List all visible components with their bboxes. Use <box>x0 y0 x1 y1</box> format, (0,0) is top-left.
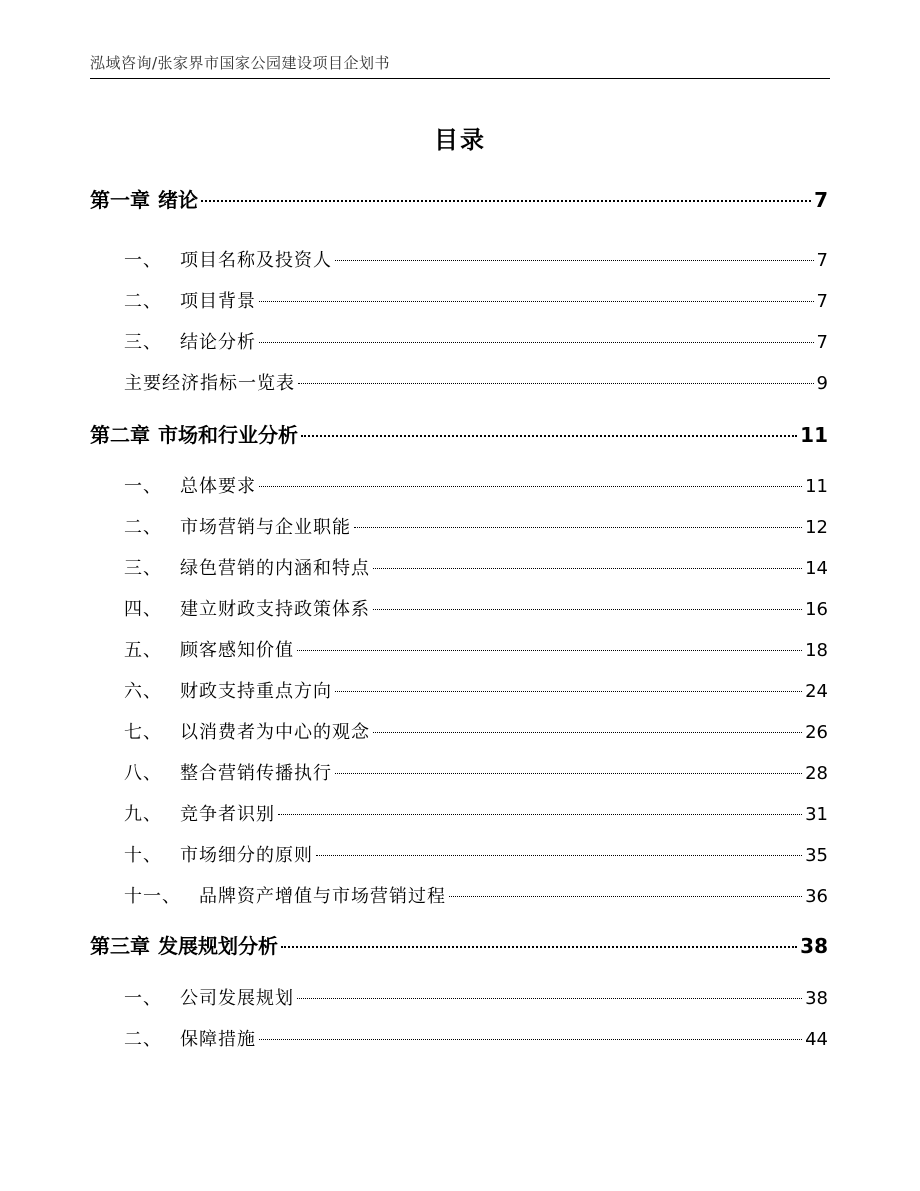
toc-entry-number: 第二章 <box>90 423 150 447</box>
dot-leader <box>297 650 802 651</box>
toc-entry-number: 一、 <box>124 250 162 271</box>
toc-entry-number: 三、 <box>124 558 162 579</box>
toc-entry-number: 二、 <box>124 291 162 312</box>
toc-entry-label: 市场和行业分析 <box>158 423 298 447</box>
toc-entry-section[interactable] <box>124 513 828 539</box>
toc-entry-page: 7 <box>816 250 828 271</box>
toc-entry-number: 七、 <box>124 722 162 743</box>
dot-leader <box>373 732 802 733</box>
toc-entry-number: 十、 <box>124 845 162 866</box>
toc-entry-label: 财政支持重点方向 <box>180 681 332 702</box>
dot-leader <box>335 691 802 692</box>
dot-leader <box>278 814 802 815</box>
toc-entry-section[interactable] <box>124 841 828 867</box>
dot-leader <box>259 342 814 343</box>
toc-entry-label: 结论分析 <box>180 332 256 353</box>
dot-leader <box>449 896 802 897</box>
toc-entry-section[interactable] <box>124 636 828 662</box>
toc-entry-page: 18 <box>805 640 828 661</box>
toc-entry-page: 26 <box>805 722 828 743</box>
dot-leader <box>281 946 797 948</box>
toc-entry-number: 第一章 <box>90 188 150 212</box>
toc-entry-page: 7 <box>816 332 828 353</box>
toc-entry-label: 顾客感知价值 <box>180 640 294 661</box>
dot-leader <box>373 568 802 569</box>
toc-entry-section[interactable] <box>124 718 828 744</box>
dot-leader <box>201 200 811 202</box>
toc-entry-page: 14 <box>805 558 828 579</box>
toc-entry-label: 市场营销与企业职能 <box>180 517 351 538</box>
toc-entry-page: 7 <box>814 188 828 212</box>
toc-entry-section[interactable] <box>124 984 828 1010</box>
toc-entry-number: 一、 <box>124 476 162 497</box>
toc-entry-number: 一、 <box>124 988 162 1009</box>
toc-entry-page: 44 <box>805 1029 828 1050</box>
toc-entry-label: 市场细分的原则 <box>180 845 313 866</box>
toc-entry-number: 九、 <box>124 804 162 825</box>
toc-entry-page: 38 <box>805 988 828 1009</box>
dot-leader <box>301 435 797 437</box>
toc-entry-number: 三、 <box>124 332 162 353</box>
toc-entry-number: 二、 <box>124 517 162 538</box>
toc-entry-label: 竞争者识别 <box>180 804 275 825</box>
header-divider <box>90 78 830 79</box>
toc-entry-label: 主要经济指标一览表 <box>124 373 295 394</box>
toc-entry-label: 公司发展规划 <box>180 988 294 1009</box>
toc-entry-section[interactable] <box>124 287 828 313</box>
toc-entry-number: 四、 <box>124 599 162 620</box>
dot-leader <box>373 609 802 610</box>
toc-entry-page: 11 <box>800 423 828 447</box>
dot-leader <box>259 1039 802 1040</box>
toc-entry-section[interactable] <box>124 800 828 826</box>
toc-entry-page: 16 <box>805 599 828 620</box>
toc-entry-chapter-1[interactable] <box>90 184 828 213</box>
toc-entry-page: 38 <box>800 934 828 958</box>
toc-entry-section[interactable] <box>124 246 828 272</box>
toc-entry-label: 整合营销传播执行 <box>180 763 332 784</box>
toc-entry-page: 12 <box>805 517 828 538</box>
toc-entry-chapter-2[interactable] <box>90 419 828 448</box>
toc-entry-page: 31 <box>805 804 828 825</box>
toc-entry-page: 9 <box>816 373 828 394</box>
toc-entry-label: 以消费者为中心的观念 <box>180 722 370 743</box>
toc-entry-page: 11 <box>805 476 828 497</box>
toc-entry-label: 发展规划分析 <box>158 934 278 958</box>
dot-leader <box>335 260 814 261</box>
toc-entry-section[interactable] <box>124 472 828 498</box>
toc-entry-number: 十一、 <box>124 886 181 907</box>
toc-entry-section[interactable] <box>124 595 828 621</box>
toc-entry-section[interactable] <box>124 1025 828 1051</box>
toc-entry-section[interactable] <box>124 759 828 785</box>
toc-entry-page: 36 <box>805 886 828 907</box>
toc-entry-number: 五、 <box>124 640 162 661</box>
dot-leader <box>298 383 814 384</box>
toc-entry-section[interactable] <box>124 328 828 354</box>
toc-entry-section[interactable] <box>124 882 828 908</box>
toc-entry-section[interactable] <box>124 677 828 703</box>
toc-entry-number: 六、 <box>124 681 162 702</box>
dot-leader <box>259 301 814 302</box>
toc-entry-label: 绪论 <box>158 188 198 212</box>
toc-entry-chapter-3[interactable] <box>90 930 828 959</box>
toc-entry-page: 24 <box>805 681 828 702</box>
dot-leader <box>354 527 802 528</box>
toc-entry-table[interactable] <box>124 369 828 395</box>
toc-entry-page: 28 <box>805 763 828 784</box>
toc-title: 目录 <box>434 126 486 154</box>
dot-leader <box>259 486 802 487</box>
toc-entry-section[interactable] <box>124 554 828 580</box>
toc-entry-label: 项目名称及投资人 <box>180 250 332 271</box>
toc-entry-number: 二、 <box>124 1029 162 1050</box>
dot-leader <box>335 773 802 774</box>
toc-entry-page: 35 <box>805 845 828 866</box>
toc-entry-label: 保障措施 <box>180 1029 256 1050</box>
toc-entry-number: 八、 <box>124 763 162 784</box>
dot-leader <box>297 998 802 999</box>
toc-entry-label: 品牌资产增值与市场营销过程 <box>199 886 446 907</box>
toc-entry-label: 总体要求 <box>180 476 256 497</box>
toc-entry-number: 第三章 <box>90 934 150 958</box>
dot-leader <box>316 855 802 856</box>
toc-entry-page: 7 <box>816 291 828 312</box>
toc-entry-label: 项目背景 <box>180 291 256 312</box>
toc-entry-label: 绿色营销的内涵和特点 <box>180 558 370 579</box>
toc-entry-label: 建立财政支持政策体系 <box>180 599 370 620</box>
running-header: 泓域咨询/张家界市国家公园建设项目企划书 <box>90 54 391 72</box>
